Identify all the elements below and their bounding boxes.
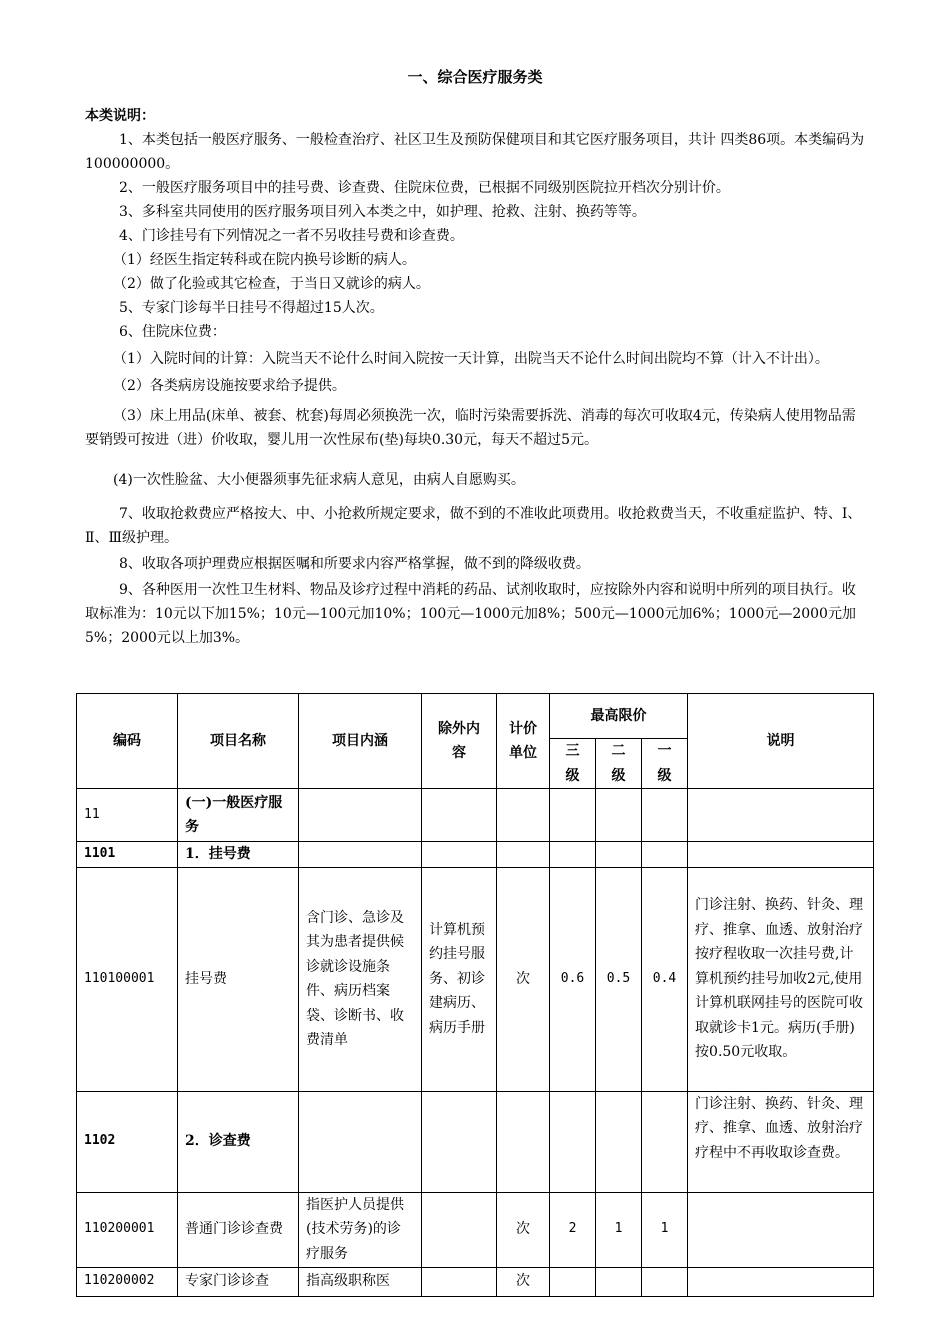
- table-row: [77, 1192, 874, 1267]
- cell-code: 110200002: [77, 1267, 178, 1296]
- cell-note: 门诊注射、换药、针灸、理疗、推拿、血透、放射治疗疗程中不再收取诊查费。: [688, 1091, 874, 1192]
- cell-unit: 次: [497, 1267, 550, 1296]
- cell-note: [688, 1267, 874, 1296]
- cell-price-level1: 0.4: [642, 867, 688, 1091]
- intro-paragraph-2: 2、一般医疗服务项目中的挂号费、诊查费、住院床位费，已根据不同级别医院拉开档次分别计价。: [119, 180, 730, 196]
- cell-exclude: [422, 1091, 497, 1192]
- cell-price-level3: [550, 1267, 596, 1296]
- cell-name: 2．诊查费: [178, 1091, 299, 1192]
- intro-paragraph-4: 4、门诊挂号有下列情况之一者不另收挂号费和诊查费。: [119, 228, 464, 244]
- table-row: [77, 842, 874, 868]
- intro-paragraph-6c: （3）床上用品(床单、被套、枕套)每周必须换洗一次，临时污染需要拆洗、消毒的每次可收取4元，传染病人使用物品需要销毁可按进（进）价收取，婴儿用一次性尿布(垫)每块0.30元，每天不超过5元。: [85, 408, 856, 448]
- cell-name: (一)一般医疗服务: [178, 789, 299, 842]
- cell-content: [299, 789, 422, 842]
- header-level-1: 一级: [642, 739, 688, 789]
- cell-note: 门诊注射、换药、针灸、理疗、推拿、血透、放射治疗按疗程收取一次挂号费,计算机预约挂号加收2元,使用计算机联网挂号的医院可收取就诊卡1元。病历(手册)按0.50元收取。: [688, 867, 874, 1091]
- cell-price-level1: [642, 1267, 688, 1296]
- intro-paragraph-7: 7、收取抢救费应严格按大、中、小抢救所规定要求，做不到的不准收此项费用。收抢救费当天，不收重症监护、特、Ⅰ、Ⅱ、Ⅲ级护理。: [85, 506, 862, 546]
- cell-exclude: [422, 1267, 497, 1296]
- cell-name: 1．挂号费: [178, 842, 299, 868]
- cell-unit: [497, 1091, 550, 1192]
- cell-code: 11: [77, 789, 178, 842]
- cell-price-level2: [596, 1091, 642, 1192]
- table-row: [77, 1267, 874, 1296]
- header-exclude: 除外内容: [422, 694, 497, 789]
- header-note: 说明: [688, 694, 874, 789]
- table-header-row: [77, 694, 874, 739]
- cell-name: 挂号费: [178, 867, 299, 1091]
- cell-note: [688, 1192, 874, 1267]
- cell-price-level1: 1: [642, 1192, 688, 1267]
- intro-paragraph-9: 9、各种医用一次性卫生材料、物品及诊疗过程中消耗的药品、试剂收取时，应按除外内容和说明中所列的项目执行。收取标准为：10元以下加15%；10元—100元加10%；100元—1000元加8%；500元—1000元加6%；1000元—2000元加5%；2000元以上加3%。: [85, 582, 856, 646]
- page-title: 一、综合医疗服务类: [407, 68, 543, 86]
- intro-paragraph-3: 3、多科室共同使用的医疗服务项目列入本类之中，如护理、抢救、注射、换药等等。: [119, 204, 646, 220]
- cell-unit: 次: [497, 1192, 550, 1267]
- cell-price-level1: [642, 842, 688, 868]
- cell-exclude: 计算机预约挂号服务、初诊建病历、病历手册: [422, 867, 497, 1091]
- intro-paragraph-5: 5、专家门诊每半日挂号不得超过15人次。: [119, 300, 384, 316]
- cell-exclude: [422, 789, 497, 842]
- cell-note: [688, 842, 874, 868]
- cell-code: 110100001: [77, 867, 178, 1091]
- header-max-price: 最高限价: [550, 694, 688, 739]
- table-row: [77, 789, 874, 842]
- cell-price-level1: [642, 1091, 688, 1192]
- intro-section: [85, 104, 865, 650]
- cell-price-level1: [642, 789, 688, 842]
- table-row: [77, 1091, 874, 1192]
- cell-price-level2: 1: [596, 1192, 642, 1267]
- cell-content: [299, 1091, 422, 1192]
- header-level-2: 二级: [596, 739, 642, 789]
- cell-price-level3: [550, 842, 596, 868]
- header-level-3: 三级: [550, 739, 596, 789]
- intro-paragraph-4b: （2）做了化验或其它检查，于当日又就诊的病人。: [113, 276, 430, 292]
- intro-paragraph-4a: （1）经医生指定转科或在院内换号诊断的病人。: [113, 252, 416, 268]
- cell-price-level3: [550, 789, 596, 842]
- cell-name: 专家门诊诊查: [178, 1267, 299, 1296]
- cell-unit: [497, 789, 550, 842]
- cell-content: 指医护人员提供(技术劳务)的诊疗服务: [299, 1192, 422, 1267]
- cell-price-level3: [550, 1091, 596, 1192]
- cell-unit: [497, 842, 550, 868]
- intro-paragraph-6d: (4)一次性脸盆、大小便器须事先征求病人意见，由病人自愿购买。: [113, 472, 525, 488]
- cell-price-level2: [596, 1267, 642, 1296]
- cell-code: 110200001: [77, 1192, 178, 1267]
- cell-content: 含门诊、急诊及其为患者提供候诊就诊设施条件、病历档案袋、诊断书、收费清单: [299, 867, 422, 1091]
- header-unit: 计价单位: [497, 694, 550, 789]
- cell-note: [688, 789, 874, 842]
- intro-paragraph-8: 8、收取各项护理费应根据医嘱和所要求内容严格掌握，做不到的降级收费。: [119, 556, 590, 572]
- cell-code: 1101: [77, 842, 178, 868]
- fee-table: [76, 693, 874, 1297]
- cell-exclude: [422, 1192, 497, 1267]
- header-code: 编码: [77, 694, 178, 789]
- cell-exclude: [422, 842, 497, 868]
- cell-name: 普通门诊诊查费: [178, 1192, 299, 1267]
- cell-price-level2: [596, 842, 642, 868]
- cell-price-level2: 0.5: [596, 867, 642, 1091]
- header-name: 项目名称: [178, 694, 299, 789]
- cell-price-level3: 0.6: [550, 867, 596, 1091]
- intro-heading: 本类说明：: [85, 108, 155, 124]
- cell-unit: 次: [497, 867, 550, 1091]
- cell-price-level2: [596, 789, 642, 842]
- header-content: 项目内涵: [299, 694, 422, 789]
- cell-content: [299, 842, 422, 868]
- intro-paragraph-1: 1、本类包括一般医疗服务、一般检查治疗、社区卫生及预防保健项目和其它医疗服务项目，共计 四类86项。本类编码为100000000。: [85, 132, 865, 172]
- cell-content: 指高级职称医: [299, 1267, 422, 1296]
- intro-paragraph-6a: （1）入院时间的计算：入院当天不论什么时间入院按一天计算，出院当天不论什么时间出院均不算（计入不计出）。: [113, 351, 829, 367]
- intro-paragraph-6b: （2）各类病房设施按要求给予提供。: [113, 378, 346, 394]
- intro-paragraph-6: 6、住院床位费：: [119, 324, 226, 340]
- table-row: [77, 867, 874, 1091]
- cell-code: 1102: [77, 1091, 178, 1192]
- cell-price-level3: 2: [550, 1192, 596, 1267]
